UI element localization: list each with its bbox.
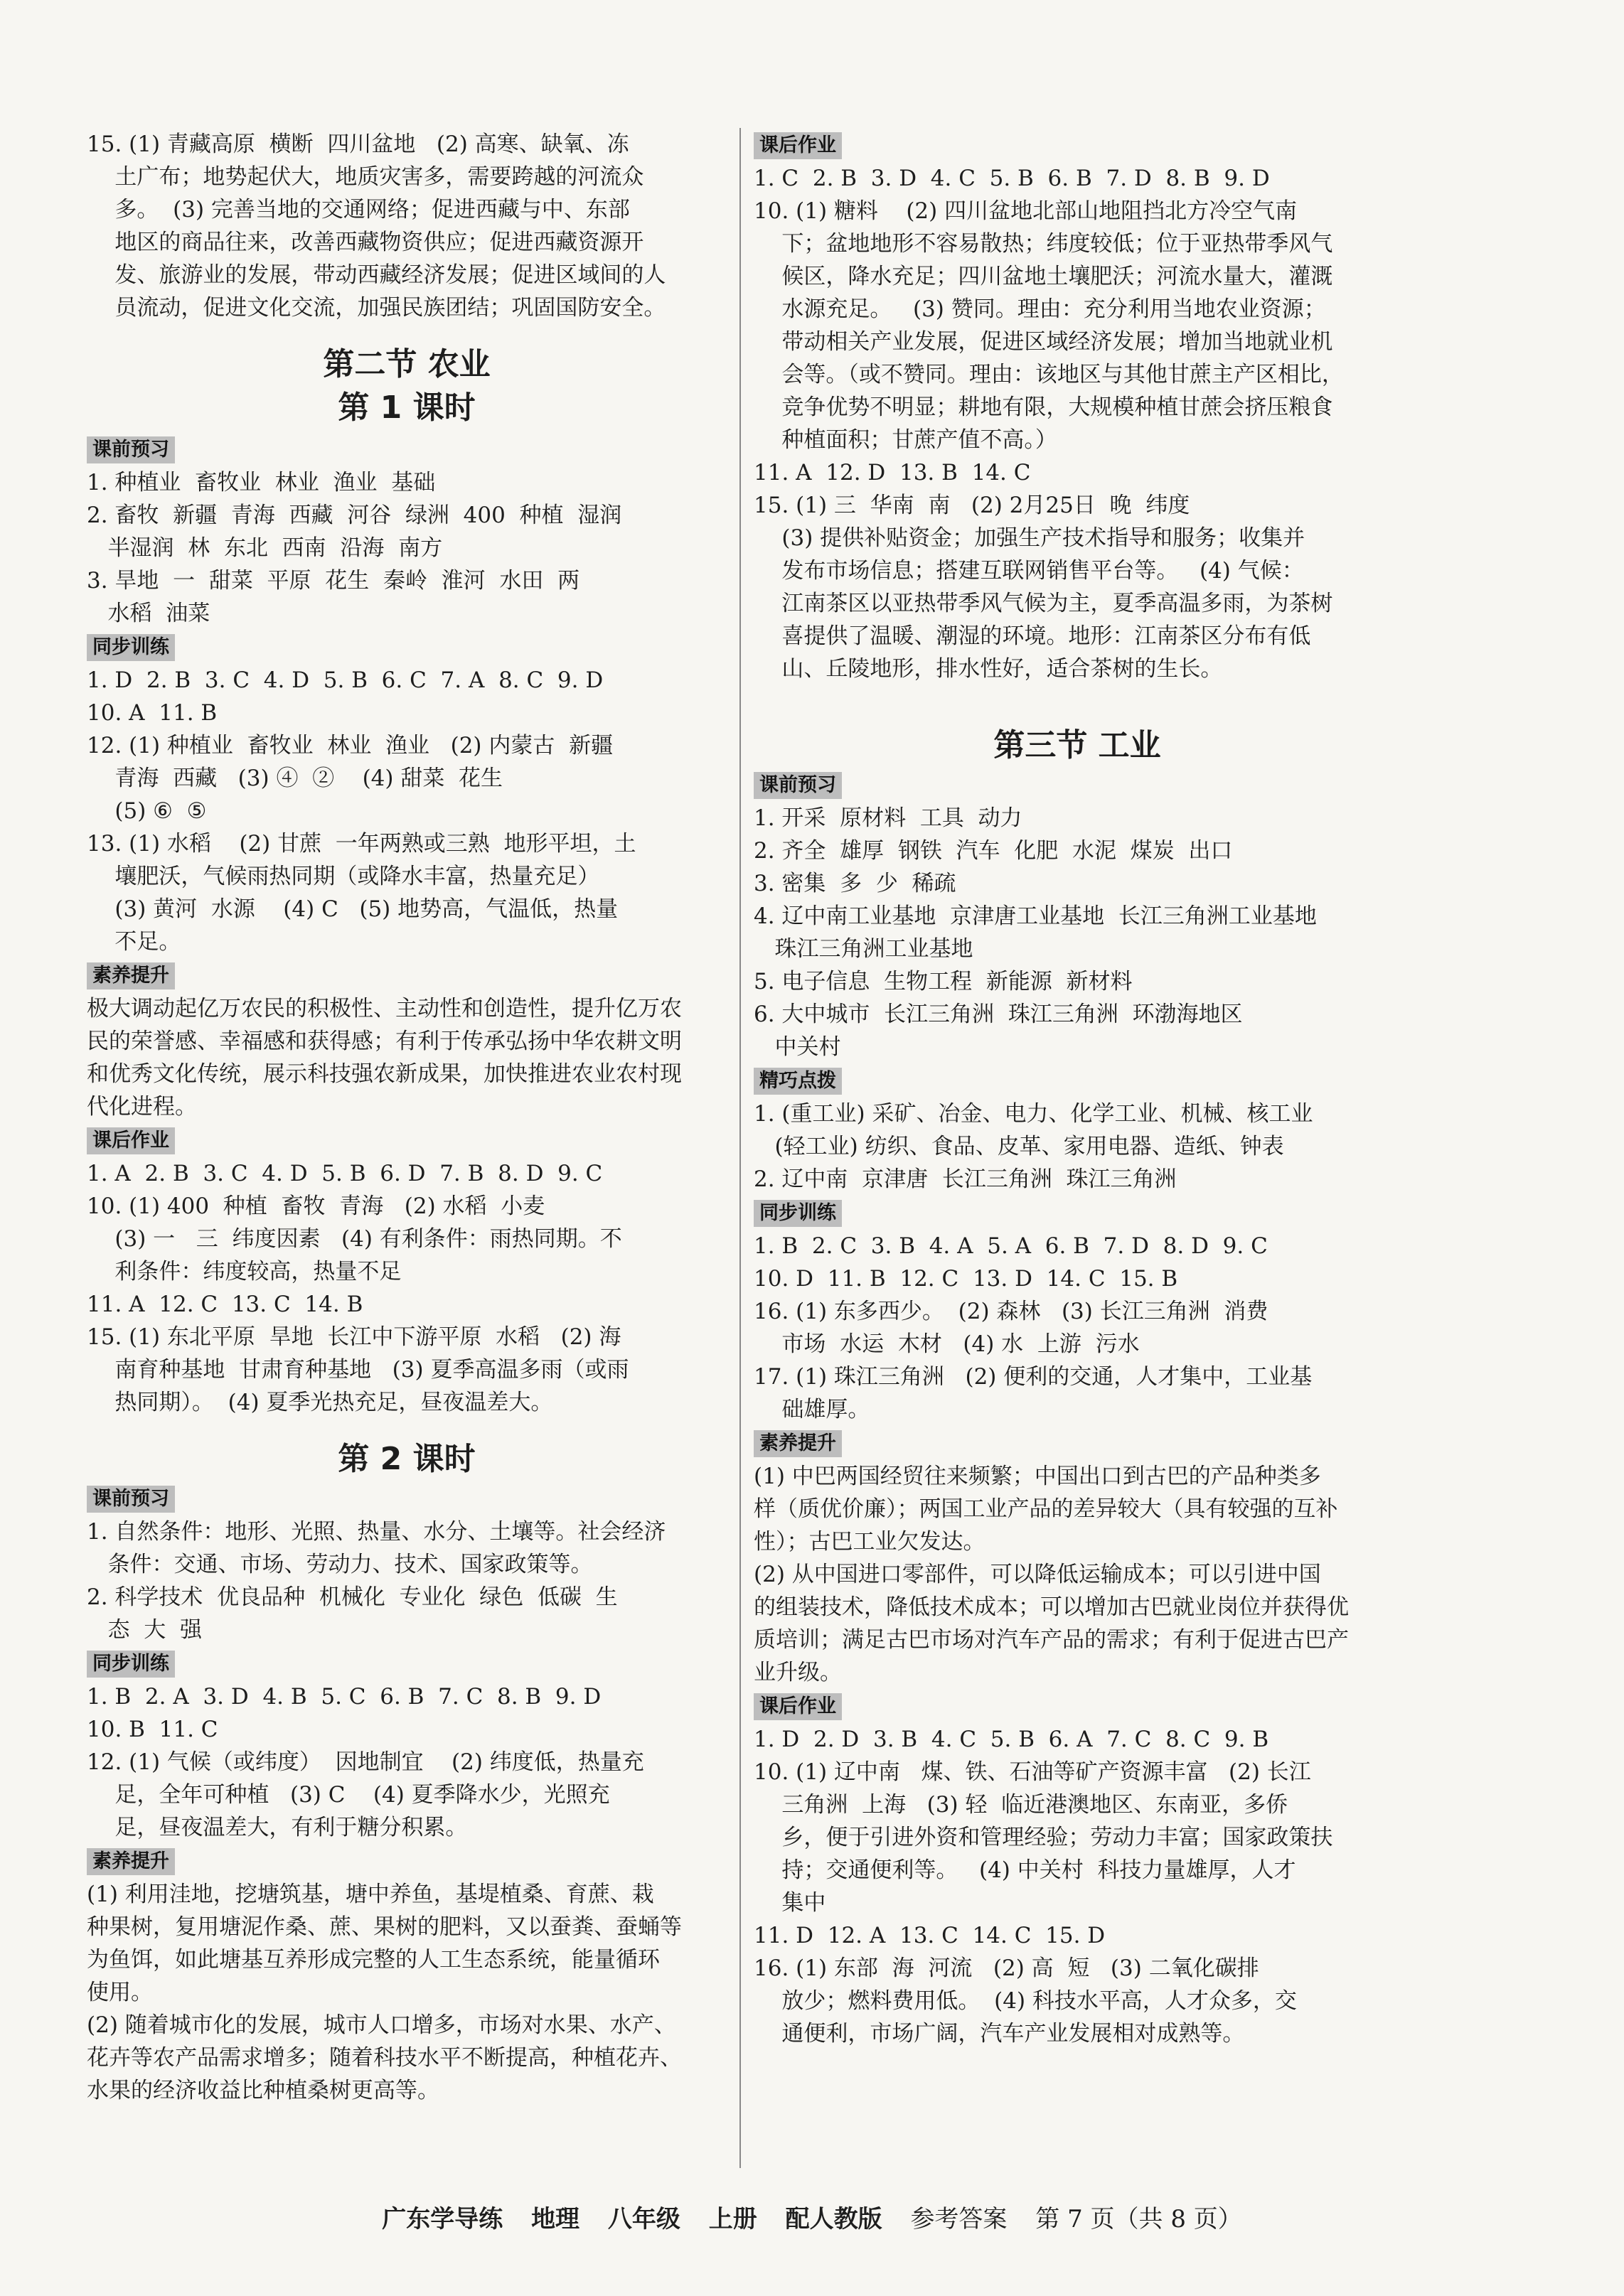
answer-line: (3) 黄河 水源 (4) C (5) 地势高，气温低，热量 (87, 896, 619, 922)
answer-line: 11. A 12. C 13. C 14. B (87, 1292, 363, 1317)
answer-line: 持；交通便利等。 (4) 中关村 科技力量雄厚，人才 (754, 1857, 1296, 1883)
answer-line: 水稻 油菜 (87, 601, 210, 626)
answer-line: 15. (1) 三 华南 南 (2) 2月25日 晚 纬度 (754, 493, 1190, 518)
answer-line: (2) 随着城市化的发展，城市人口增多，市场对水果、水产、 (87, 2012, 676, 2038)
answer-line: 代化进程。 (87, 1094, 197, 1120)
page-footer (0, 2204, 1624, 2235)
answer-line: 15. (1) 东北平原 旱地 长江中下游平原 水稻 (2) 海 (87, 1324, 621, 1350)
section-tag-row (87, 958, 727, 992)
answer-line: 会等。（或不赞同。理由：该地区与其他甘蔗主产区相比， (754, 362, 1344, 387)
answer-line: 中关村 (754, 1034, 841, 1060)
answer-line: 础雄厚。 (754, 1397, 870, 1422)
answer-line: 1. B 2. A 3. D 4. B 5. C 6. B 7. C 8. B 9. D (87, 1684, 602, 1710)
answer-line: 10. (1) 400 种植 畜牧 青海 (2) 水稻 小麦 (87, 1193, 545, 1219)
answer-line: 不足。 (87, 929, 181, 955)
section-tag: 课前预习 (87, 436, 175, 463)
answer-line: 10. B 11. C (87, 1717, 218, 1742)
lesson-heading: 第 1 课时 (338, 390, 476, 426)
answer-line: 业升级。 (754, 1660, 842, 1685)
answer-line: 1. (重工业) 采矿、冶金、电力、化学工业、机械、核工业 (754, 1101, 1313, 1127)
answer-line: 为鱼饵，如此塘基互养形成完整的人工生态系统，能量循环 (87, 1947, 660, 1973)
answer-line: 青海 西藏 (3) ④ ② (4) 甜菜 花生 (87, 766, 503, 791)
answer-line: 集中 (754, 1890, 826, 1916)
answer-line: 水果的经济收益比种植桑树更高等。 (87, 2078, 439, 2103)
answer-line: 15. (1) 青藏高原 横断 四川盆地 (2) 高寒、缺氧、冻 (87, 132, 629, 157)
answer-line: 性）；古巴工业欠发达。 (754, 1529, 985, 1555)
answer-line: 下；盆地地形不容易散热；纬度较低；位于亚热带季风气 (754, 231, 1333, 257)
right-column (754, 128, 1401, 2050)
section-tag: 课前预习 (87, 1486, 175, 1513)
answer-line: (1) 利用洼地，挖塘筑基，塘中养鱼，基堤植桑、育蔗、栽 (87, 1882, 654, 1907)
answer-line: 花卉等农产品需求增多；随着科技水平不断提高，种植花卉、 (87, 2045, 682, 2071)
answer-line: 10. (1) 糖料 (2) 四川盆地北部山地阻挡北方冷空气南 (754, 198, 1298, 224)
answer-line: 13. (1) 水稻 (2) 甘蔗 一年两熟或三熟 地形平坦，土 (87, 831, 636, 857)
answer-line: 竞争优势不明显；耕地有限，大规模种植甘蔗会挤压粮食 (754, 395, 1333, 420)
answer-line: 和优秀文化传统，展示科技强农新成果，加快推进农业农村现 (87, 1061, 682, 1087)
answer-line: 山、丘陵地形，排水性好，适合茶树的生长。 (754, 656, 1223, 682)
answer-line: 10. D 11. B 12. C 13. D 14. C 15. B (754, 1266, 1178, 1292)
answer-line: 态 大 强 (87, 1617, 202, 1643)
section-heading: 第三节 工业 (993, 727, 1161, 763)
section-tag-row (87, 1123, 727, 1157)
answer-line: 10. A 11. B (87, 700, 218, 726)
answer-line: 12. (1) 气候（或纬度） 因地制宜 (2) 纬度低，热量充 (87, 1749, 644, 1775)
section-tag-row (87, 630, 727, 664)
section-tag-row (754, 768, 1401, 802)
footer-volume: 上册 (708, 2205, 757, 2233)
section-tag: 同步训练 (754, 1200, 842, 1227)
footer-book-title: 广东学导练 (382, 2205, 503, 2233)
answer-line: 17. (1) 珠江三角洲 (2) 便利的交通，人才集中，工业基 (754, 1364, 1313, 1390)
answer-line: 发布市场信息；搭建互联网销售平台等。 (4) 气候： (754, 558, 1304, 584)
answer-line: 员流动，促进文化交流，加强民族团结；巩固国防安全。 (87, 295, 666, 321)
answer-line: 使用。 (87, 1980, 153, 2005)
answer-line: 种果树，复用塘泥作桑、蔗、果树的肥料，又以蚕粪、蚕蛹等 (87, 1914, 682, 1940)
answer-line: 乡，便于引进外资和管理经验；劳动力丰富；国家政策扶 (754, 1825, 1333, 1850)
answer-line: 利条件：纬度较高，热量不足 (87, 1259, 402, 1284)
answer-line: 1. 种植业 畜牧业 林业 渔业 基础 (87, 470, 436, 495)
answer-line: 11. A 12. D 13. B 14. C (754, 460, 1031, 486)
answer-line: 2. 辽中南 京津唐 长江三角洲 珠江三角洲 (754, 1166, 1177, 1192)
answer-line: 11. D 12. A 13. C 14. C 15. D (754, 1923, 1106, 1948)
section-tag: 课后作业 (87, 1127, 175, 1154)
answer-line: 质培训；满足古巴市场对汽车产品的需求；有利于促进古巴产 (754, 1627, 1349, 1653)
answer-line: 放少；燃料费用低。 (4) 科技水平高，人才众多，交 (754, 1988, 1297, 2014)
answer-line: 珠江三角洲工业基地 (754, 936, 973, 962)
answer-line: 的组装技术，降低技术成本；可以增加古巴就业岗位并获得优 (754, 1594, 1349, 1620)
answer-line: 极大调动起亿万农民的积极性、主动性和创造性，提升亿万农 (87, 996, 682, 1021)
section-tag-row (87, 1844, 727, 1878)
answer-line: 发、旅游业的发展，带动西藏经济发展；促进区域间的人 (87, 262, 666, 288)
section-tag: 精巧点拨 (754, 1068, 842, 1095)
answer-line: 1. 开采 原材料 工具 动力 (754, 805, 1022, 831)
section-tag: 课后作业 (754, 132, 842, 159)
footer-subject: 地理 (531, 2205, 580, 2233)
answer-line: 3. 密集 多 少 稀疏 (754, 871, 956, 896)
answer-line: 10. (1) 辽中南 煤、铁、石油等矿产资源丰富 (2) 长江 (754, 1759, 1311, 1785)
spacer (754, 685, 1401, 705)
section-tag-row (87, 432, 727, 466)
section-tag-row (754, 1426, 1401, 1460)
answer-line: 1. A 2. B 3. C 4. D 5. B 6. D 7. B 8. D 9. C (87, 1161, 603, 1186)
answer-line: (轻工业) 纺织、食品、皮革、家用电器、造纸、钟表 (754, 1134, 1284, 1159)
answer-line: 壤肥沃，气候雨热同期（或降水丰富，热量充足） (87, 864, 600, 889)
section-tag-row (87, 1646, 727, 1680)
answer-line: 2. 齐全 雄厚 钢铁 汽车 化肥 水泥 煤炭 出口 (754, 838, 1233, 864)
section-tag-row (754, 1196, 1401, 1230)
answer-line: 半湿润 林 东北 西南 沿海 南方 (87, 535, 443, 561)
answer-line: 土广布；地势起伏大，地质灾害多，需要跨越的河流众 (87, 164, 644, 190)
section-tag: 素养提升 (754, 1430, 842, 1457)
section-tag-row (754, 1689, 1401, 1723)
answer-line: 三角洲 上海 (3) 轻 临近港澳地区、东南亚，多侨 (754, 1792, 1288, 1818)
answer-line: 水源充足。 (3) 赞同。理由：充分利用当地农业资源； (754, 296, 1326, 322)
answer-line: 6. 大中城市 长江三角洲 珠江三角洲 环渤海地区 (754, 1002, 1243, 1027)
answer-line: 足，昼夜温差大，有利于糖分积累。 (87, 1815, 468, 1840)
section-tag: 素养提升 (87, 962, 175, 989)
answer-line: (2) 从中国进口零部件，可以降低运输成本；可以引进中国 (754, 1562, 1321, 1587)
answer-line: 1. D 2. D 3. B 4. C 5. B 6. A 7. C 8. C 9. B (754, 1727, 1269, 1752)
answer-line: (3) 提供补贴资金；加强生产技术指导和服务；收集并 (754, 525, 1305, 551)
answer-line: 民的荣誉感、幸福感和获得感；有利于传承弘扬中华农耕文明 (87, 1029, 682, 1054)
footer-edition: 配人教版 (785, 2205, 882, 2233)
answer-line: 样（质优价廉）；两国工业产品的差异较大（具有较强的互补 (754, 1496, 1338, 1522)
section-tag-row (754, 1063, 1401, 1098)
answer-line: 多。 (3) 完善当地的交通网络；促进西藏与中、东部 (87, 197, 630, 222)
answer-line: 1. 自然条件：地形、光照、热量、水分、土壤等。社会经济 (87, 1519, 666, 1545)
answer-line: 1. D 2. B 3. C 4. D 5. B 6. C 7. A 8. C 9. D (87, 667, 604, 693)
answer-line: 5. 电子信息 生物工程 新能源 新材料 (754, 969, 1133, 994)
answer-line: 条件：交通、市场、劳动力、技术、国家政策等。 (87, 1552, 593, 1577)
answer-line: 2. 畜牧 新疆 青海 西藏 河谷 绿洲 400 种植 湿润 (87, 503, 622, 528)
answer-line: 江南茶区以亚热带季风气候为主，夏季高温多雨，为茶树 (754, 591, 1333, 616)
answer-line: 1. B 2. C 3. B 4. A 5. A 6. B 7. D 8. D 9. C (754, 1233, 1268, 1259)
section-tag-row (754, 128, 1401, 162)
section-tag: 同步训练 (87, 1651, 175, 1678)
footer-page-number: 第 7 页（共 8 页） (1035, 2205, 1242, 2233)
answer-line: 种植面积；甘蔗产值不高。） (754, 427, 1057, 453)
section-tag: 课后作业 (754, 1693, 842, 1720)
answer-line: 带动相关产业发展，促进区域经济发展；增加当地就业机 (754, 329, 1333, 355)
answer-line: 热同期）。 (4) 夏季光热充足，昼夜温差大。 (87, 1390, 553, 1415)
section-tag-row (87, 1481, 727, 1516)
answer-line: 16. (1) 东多西少。 (2) 森林 (3) 长江三角洲 消费 (754, 1299, 1268, 1324)
answer-line: 通便利，市场广阔，汽车产业发展相对成熟等。 (754, 2021, 1245, 2046)
answer-line: (3) 一 三 纬度因素 (4) 有利条件：雨热同期。不 (87, 1226, 622, 1252)
section-tag: 课前预习 (754, 772, 842, 799)
left-column (87, 128, 727, 2107)
answer-line: 3. 旱地 一 甜菜 平原 花生 秦岭 淮河 水田 两 (87, 568, 580, 594)
answer-line: 候区，降水充足；四川盆地土壤肥沃；河流水量大，灌溉 (754, 264, 1333, 289)
footer-grade: 八年级 (607, 2205, 680, 2233)
answer-line: 地区的商品往来，改善西藏物资供应；促进西藏资源开 (87, 230, 644, 255)
answer-line: 2. 科学技术 优良品种 机械化 专业化 绿色 低碳 生 (87, 1584, 618, 1610)
answer-line: 12. (1) 种植业 畜牧业 林业 渔业 (2) 内蒙古 新疆 (87, 733, 614, 758)
answer-line: (1) 中巴两国经贸往来频繁；中国出口到古巴的产品种类多 (754, 1464, 1321, 1489)
answer-line: 足，全年可种植 (3) C (4) 夏季降水少，光照充 (87, 1782, 610, 1808)
answer-line: 喜提供了温暖、潮湿的环境。地形：江南茶区分布有低 (754, 623, 1311, 649)
answer-line: 1. C 2. B 3. D 4. C 5. B 6. B 7. D 8. B 9. D (754, 166, 1270, 191)
section-heading: 第二节 农业 (323, 346, 491, 382)
section-tag: 同步训练 (87, 634, 175, 661)
column-divider (739, 128, 741, 2168)
footer-section: 参考答案 (910, 2205, 1008, 2233)
answer-line: 南育种基地 甘肃育种基地 (3) 夏季高温多雨（或雨 (87, 1357, 629, 1383)
answer-line: 4. 辽中南工业基地 京津唐工业基地 长江三角洲工业基地 (754, 903, 1317, 929)
answer-line: 市场 水运 木材 (4) 水 上游 污水 (754, 1331, 1140, 1357)
section-tag: 素养提升 (87, 1848, 175, 1875)
answer-line: 16. (1) 东部 海 河流 (2) 高 短 (3) 二氧化碳排 (754, 1956, 1259, 1981)
answer-line: (5) ⑥ ⑤ (87, 798, 207, 824)
section-heading: 第 2 课时 (338, 1441, 476, 1477)
